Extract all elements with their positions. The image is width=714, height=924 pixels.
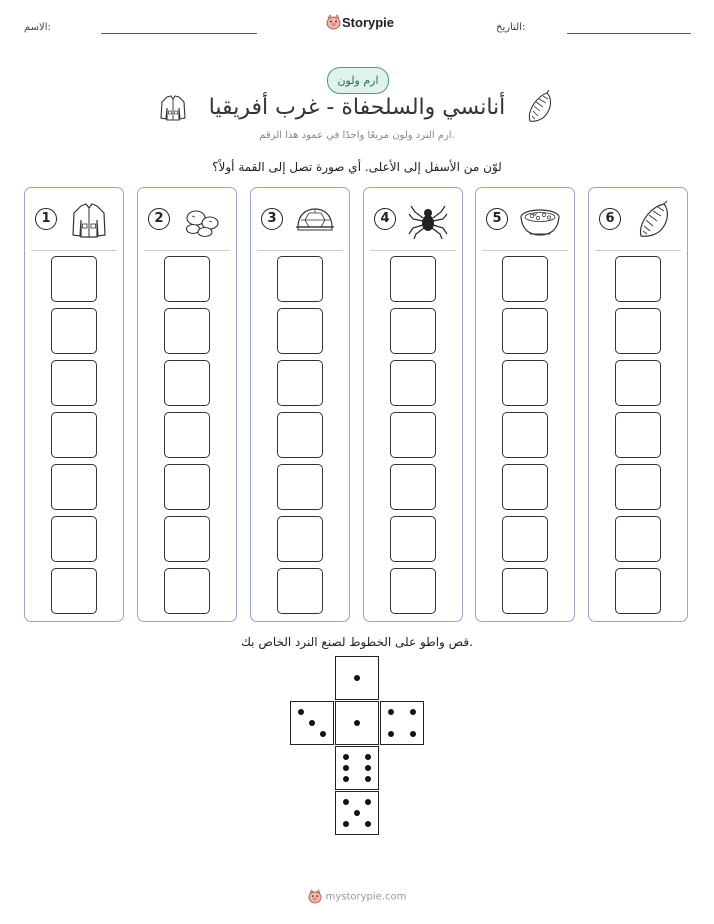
color-square[interactable] bbox=[51, 516, 97, 562]
color-square[interactable] bbox=[615, 568, 661, 614]
color-square[interactable] bbox=[277, 412, 323, 458]
pig-logo-icon bbox=[326, 14, 341, 30]
column-number: 6 bbox=[599, 208, 621, 230]
color-square[interactable] bbox=[51, 308, 97, 354]
color-square[interactable] bbox=[277, 464, 323, 510]
color-square[interactable] bbox=[390, 516, 436, 562]
color-square[interactable] bbox=[502, 412, 548, 458]
color-square[interactable] bbox=[390, 308, 436, 354]
die-pip bbox=[365, 776, 371, 782]
soup-bowl-icon bbox=[518, 200, 562, 240]
die-pip bbox=[343, 765, 349, 771]
color-square[interactable] bbox=[390, 464, 436, 510]
color-square[interactable] bbox=[502, 360, 548, 406]
column-2 bbox=[137, 187, 237, 622]
color-square[interactable] bbox=[615, 308, 661, 354]
color-square[interactable] bbox=[502, 308, 548, 354]
color-square[interactable] bbox=[277, 256, 323, 302]
color-square[interactable] bbox=[615, 464, 661, 510]
die-face bbox=[335, 746, 379, 790]
color-square[interactable] bbox=[390, 256, 436, 302]
column-3 bbox=[250, 187, 350, 622]
footer bbox=[0, 889, 714, 904]
die-pip bbox=[365, 765, 371, 771]
pinecone-icon bbox=[525, 90, 555, 124]
page-subtitle: ارم النرد ولون مربعًا واحدًا في عمود هذا الرقم. bbox=[259, 130, 455, 141]
die-pip bbox=[343, 799, 349, 805]
column-6 bbox=[588, 187, 688, 622]
coloring-instruction: لوّن من الأسفل إلى الأعلى. أي صورة تصل إلى القمة أولاً؟ bbox=[212, 160, 502, 174]
pig-logo-icon bbox=[308, 889, 322, 904]
color-square[interactable] bbox=[615, 412, 661, 458]
color-square[interactable] bbox=[615, 256, 661, 302]
column-divider bbox=[31, 250, 117, 251]
date-line[interactable] bbox=[567, 33, 691, 34]
die-face bbox=[290, 701, 334, 745]
column-1 bbox=[24, 187, 124, 622]
spider-icon bbox=[406, 200, 450, 240]
die-pip bbox=[365, 799, 371, 805]
die-pip bbox=[343, 754, 349, 760]
die-pip bbox=[343, 821, 349, 827]
column-number: 3 bbox=[261, 208, 283, 230]
pinecone-icon bbox=[631, 200, 675, 240]
dice-net[interactable] bbox=[290, 656, 426, 836]
color-square[interactable] bbox=[164, 360, 210, 406]
color-square[interactable] bbox=[51, 464, 97, 510]
die-pip bbox=[298, 709, 304, 715]
cut-instruction: قص واطو على الخطوط لصنع النرد الخاص بك. bbox=[241, 635, 473, 649]
color-square[interactable] bbox=[390, 412, 436, 458]
page-title: أنانسي والسلحفاة - غرب أفريقيا bbox=[208, 95, 506, 120]
column-number: 4 bbox=[374, 208, 396, 230]
footer-url[interactable]: mystorypie.com bbox=[325, 891, 407, 903]
activity-badge: ارم ولون bbox=[327, 67, 389, 94]
color-square[interactable] bbox=[615, 516, 661, 562]
color-square[interactable] bbox=[277, 516, 323, 562]
color-square[interactable] bbox=[164, 308, 210, 354]
color-square[interactable] bbox=[277, 308, 323, 354]
jacket-icon bbox=[67, 200, 111, 240]
color-square[interactable] bbox=[51, 256, 97, 302]
die-pip bbox=[309, 720, 315, 726]
color-square[interactable] bbox=[390, 360, 436, 406]
date-label: التاريخ: bbox=[496, 22, 526, 33]
die-pip bbox=[343, 776, 349, 782]
die-face bbox=[380, 701, 424, 745]
name-label: الاسم: bbox=[24, 22, 51, 33]
column-divider bbox=[144, 250, 230, 251]
color-square[interactable] bbox=[164, 412, 210, 458]
color-square[interactable] bbox=[51, 360, 97, 406]
die-pip bbox=[365, 821, 371, 827]
die-pip bbox=[388, 731, 394, 737]
column-divider bbox=[595, 250, 681, 251]
column-number: 5 bbox=[486, 208, 508, 230]
turtle-shell-icon bbox=[293, 200, 337, 240]
column-number: 2 bbox=[148, 208, 170, 230]
name-line[interactable] bbox=[101, 33, 257, 34]
color-square[interactable] bbox=[164, 568, 210, 614]
color-square[interactable] bbox=[502, 516, 548, 562]
die-pip bbox=[320, 731, 326, 737]
color-square[interactable] bbox=[390, 568, 436, 614]
column-4 bbox=[363, 187, 463, 622]
column-number: 1 bbox=[35, 208, 57, 230]
color-square[interactable] bbox=[164, 256, 210, 302]
column-divider bbox=[482, 250, 568, 251]
color-square[interactable] bbox=[51, 568, 97, 614]
die-face bbox=[335, 701, 379, 745]
die-pip bbox=[365, 754, 371, 760]
color-square[interactable] bbox=[164, 464, 210, 510]
die-pip bbox=[410, 709, 416, 715]
column-divider bbox=[257, 250, 343, 251]
color-square[interactable] bbox=[502, 568, 548, 614]
column-divider bbox=[370, 250, 456, 251]
die-pip bbox=[354, 720, 360, 726]
die-pip bbox=[354, 810, 360, 816]
color-square[interactable] bbox=[277, 360, 323, 406]
die-pip bbox=[388, 709, 394, 715]
brand-name: Storypie bbox=[342, 15, 395, 30]
die-pip bbox=[354, 675, 360, 681]
color-square[interactable] bbox=[164, 516, 210, 562]
color-square[interactable] bbox=[502, 256, 548, 302]
color-square[interactable] bbox=[51, 412, 97, 458]
column-5 bbox=[475, 187, 575, 622]
die-face bbox=[335, 656, 379, 700]
color-square[interactable] bbox=[502, 464, 548, 510]
stones-icon bbox=[180, 200, 224, 240]
color-square[interactable] bbox=[277, 568, 323, 614]
color-square[interactable] bbox=[615, 360, 661, 406]
die-pip bbox=[410, 731, 416, 737]
brand-logo bbox=[326, 14, 395, 32]
die-face bbox=[335, 791, 379, 835]
